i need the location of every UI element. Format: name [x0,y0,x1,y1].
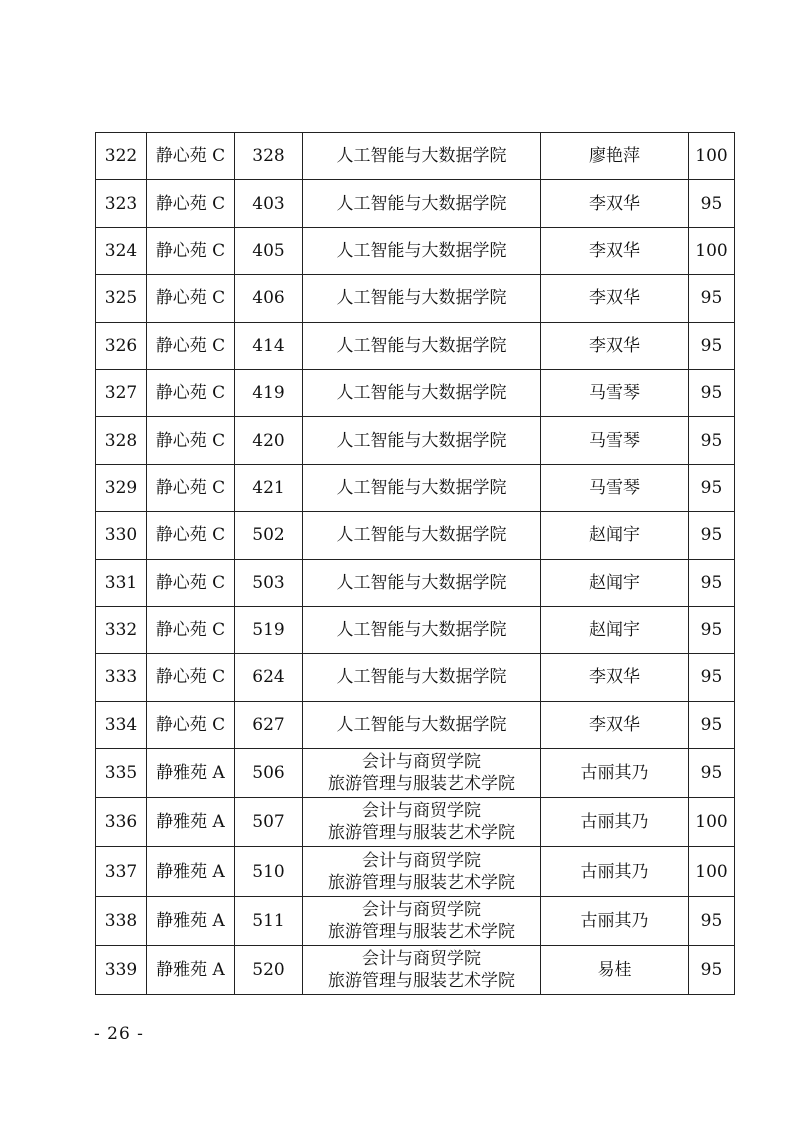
college-name-line: 旅游管理与服装艺术学院 [328,970,515,991]
cell-number: 332 [96,606,147,653]
cell-room: 503 [235,559,303,606]
cell-room: 502 [235,512,303,559]
cell-college [303,606,541,653]
college-name-line: 旅游管理与服装艺术学院 [328,774,515,795]
cell-college [303,417,541,464]
college-name-line: 会计与商贸学院 [362,752,481,773]
cell-number: 327 [96,369,147,416]
cell-college [303,654,541,701]
cell-score: 95 [689,322,735,369]
college-name-line: 人工智能与大数据学院 [336,477,507,498]
cell-number: 323 [96,180,147,227]
cell-college [303,180,541,227]
cell-score: 100 [689,227,735,274]
cell-college [303,464,541,511]
cell-score: 100 [689,847,735,896]
college-name-line: 会计与商贸学院 [362,948,481,969]
college-name-line: 人工智能与大数据学院 [336,240,507,261]
table-row [96,701,735,748]
cell-room: 403 [235,180,303,227]
cell-person: 赵闻宇 [541,512,689,559]
cell-college [303,275,541,322]
table-row [96,133,735,180]
cell-college [303,512,541,559]
cell-room: 406 [235,275,303,322]
cell-building: 静心苑 C [147,464,235,511]
cell-building: 静雅苑 A [147,798,235,847]
table-row [96,275,735,322]
table-row [96,512,735,559]
cell-person: 古丽其乃 [541,749,689,798]
cell-person: 李双华 [541,701,689,748]
cell-score: 95 [689,896,735,945]
cell-college [303,133,541,180]
cell-college [303,798,541,847]
table-row [96,464,735,511]
cell-building: 静心苑 C [147,417,235,464]
cell-room: 510 [235,847,303,896]
cell-building: 静心苑 C [147,133,235,180]
table-body [96,133,735,995]
cell-building: 静雅苑 A [147,945,235,994]
cell-room: 419 [235,369,303,416]
cell-building: 静心苑 C [147,369,235,416]
cell-score: 95 [689,417,735,464]
cell-number: 337 [96,847,147,896]
cell-room: 506 [235,749,303,798]
college-name-line: 人工智能与大数据学院 [336,572,507,593]
cell-number: 331 [96,559,147,606]
cell-college [303,322,541,369]
table-row [96,654,735,701]
cell-room: 627 [235,701,303,748]
cell-college [303,559,541,606]
cell-person: 李双华 [541,180,689,227]
cell-score: 95 [689,606,735,653]
cell-college [303,847,541,896]
cell-room: 519 [235,606,303,653]
cell-person: 古丽其乃 [541,847,689,896]
table-row [96,322,735,369]
cell-score: 95 [689,654,735,701]
cell-building: 静雅苑 A [147,896,235,945]
cell-college [303,749,541,798]
college-name-line: 人工智能与大数据学院 [336,430,507,451]
cell-number: 334 [96,701,147,748]
cell-number: 333 [96,654,147,701]
college-name-line: 旅游管理与服装艺术学院 [328,872,515,893]
cell-building: 静心苑 C [147,606,235,653]
cell-building: 静雅苑 A [147,749,235,798]
cell-person: 易桂 [541,945,689,994]
table-row [96,749,735,798]
cell-building: 静心苑 C [147,180,235,227]
college-name-line: 旅游管理与服装艺术学院 [328,921,515,942]
cell-building: 静心苑 C [147,512,235,559]
cell-building: 静心苑 C [147,654,235,701]
cell-person: 马雪琴 [541,464,689,511]
college-name-line: 人工智能与大数据学院 [336,146,507,167]
table-row [96,847,735,896]
cell-person: 李双华 [541,654,689,701]
cell-person: 古丽其乃 [541,896,689,945]
cell-number: 329 [96,464,147,511]
cell-score: 95 [689,945,735,994]
college-name-line: 人工智能与大数据学院 [336,714,507,735]
cell-number: 339 [96,945,147,994]
cell-number: 330 [96,512,147,559]
dormitory-score-table [95,132,735,995]
table-row [96,369,735,416]
cell-room: 520 [235,945,303,994]
cell-score: 95 [689,180,735,227]
cell-building: 静心苑 C [147,559,235,606]
cell-building: 静雅苑 A [147,847,235,896]
table-row [96,896,735,945]
table-row [96,417,735,464]
college-name-line: 会计与商贸学院 [362,850,481,871]
cell-room: 414 [235,322,303,369]
cell-room: 511 [235,896,303,945]
cell-person: 廖艳萍 [541,133,689,180]
college-name-line: 人工智能与大数据学院 [336,620,507,641]
cell-score: 95 [689,749,735,798]
cell-building: 静心苑 C [147,227,235,274]
cell-number: 326 [96,322,147,369]
cell-room: 421 [235,464,303,511]
college-name-line: 人工智能与大数据学院 [336,667,507,688]
cell-person: 李双华 [541,227,689,274]
cell-person: 赵闻宇 [541,606,689,653]
college-name-line: 人工智能与大数据学院 [336,193,507,214]
college-name-line: 人工智能与大数据学院 [336,335,507,356]
cell-score: 95 [689,464,735,511]
college-name-line: 旅游管理与服装艺术学院 [328,823,515,844]
table-row [96,180,735,227]
cell-number: 322 [96,133,147,180]
cell-room: 507 [235,798,303,847]
page-number: - 26 - [94,1024,144,1044]
cell-score: 100 [689,798,735,847]
table-row [96,559,735,606]
table-row [96,798,735,847]
cell-number: 338 [96,896,147,945]
table-row [96,606,735,653]
cell-room: 328 [235,133,303,180]
cell-person: 李双华 [541,322,689,369]
cell-person: 李双华 [541,275,689,322]
college-name-line: 会计与商贸学院 [362,899,481,920]
cell-number: 325 [96,275,147,322]
college-name-line: 会计与商贸学院 [362,801,481,822]
cell-number: 328 [96,417,147,464]
cell-number: 335 [96,749,147,798]
cell-person: 马雪琴 [541,369,689,416]
cell-score: 95 [689,559,735,606]
cell-score: 95 [689,701,735,748]
table-row [96,945,735,994]
cell-score: 100 [689,133,735,180]
cell-building: 静心苑 C [147,275,235,322]
cell-college [303,945,541,994]
cell-college [303,701,541,748]
cell-college [303,369,541,416]
cell-score: 95 [689,275,735,322]
college-name-line: 人工智能与大数据学院 [336,383,507,404]
college-name-line: 人工智能与大数据学院 [336,288,507,309]
cell-college [303,896,541,945]
cell-score: 95 [689,369,735,416]
cell-college [303,227,541,274]
cell-room: 420 [235,417,303,464]
cell-building: 静心苑 C [147,322,235,369]
cell-person: 赵闻宇 [541,559,689,606]
cell-score: 95 [689,512,735,559]
cell-room: 405 [235,227,303,274]
college-name-line: 人工智能与大数据学院 [336,525,507,546]
table-row [96,227,735,274]
cell-number: 324 [96,227,147,274]
cell-person: 马雪琴 [541,417,689,464]
cell-person: 古丽其乃 [541,798,689,847]
cell-number: 336 [96,798,147,847]
cell-building: 静心苑 C [147,701,235,748]
cell-room: 624 [235,654,303,701]
